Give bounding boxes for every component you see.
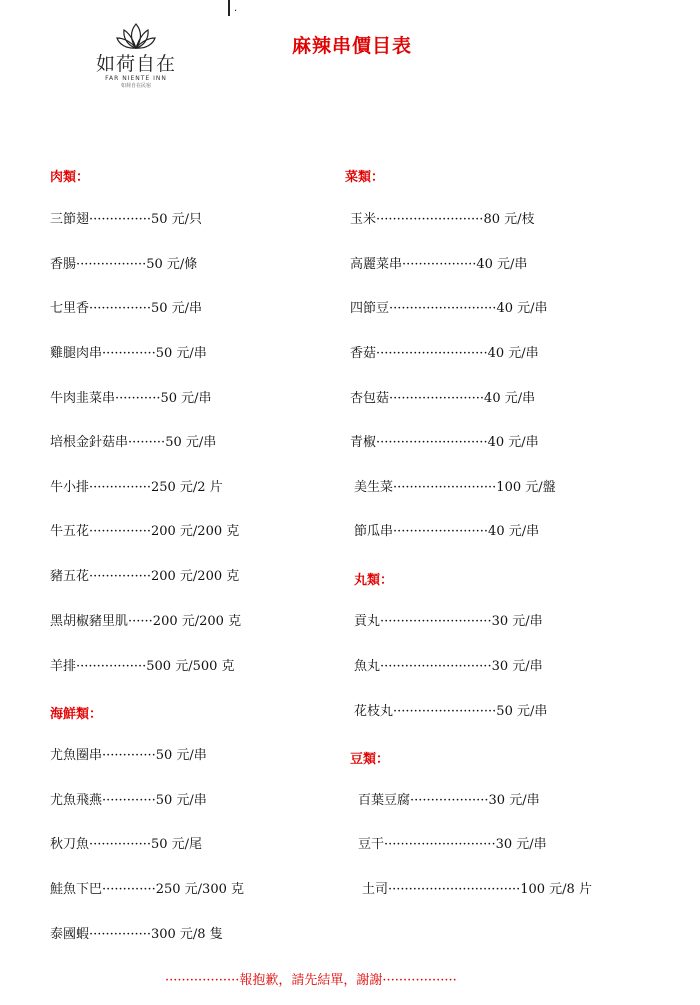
logo-name: 如荷自在 [95,53,176,75]
ball-heading: 丸類： [354,573,394,588]
meat-heading: 肉類： [50,170,90,185]
menu-item: 雞腿肉串·············50 元/串 [50,346,207,361]
menu-item: 節瓜串·······················40 元/串 [354,524,540,539]
menu-item: 羊排·················500 元/500 克 [50,659,235,674]
logo [86,22,186,90]
menu-item: 泰國蝦···············300 元/8 隻 [50,927,223,942]
menu-item: 豬五花···············200 元/200 克 [50,569,240,584]
menu-item: 高麗菜串··················40 元/串 [350,257,528,272]
menu-item: 黑胡椒豬里肌······200 元/200 克 [50,614,242,629]
menu-item: 七里香···············50 元/串 [50,301,203,316]
page-title: 麻辣串價目表 [292,35,413,57]
menu-item: 三節翅···············50 元/只 [50,212,203,227]
menu-item: 杏包菇·······················40 元/串 [350,391,536,406]
veg-heading: 菜類： [345,170,385,185]
menu-item: 鮭魚下巴·············250 元/300 克 [50,882,244,897]
text-cursor [228,0,230,16]
menu-item: 秋刀魚···············50 元/尾 [50,837,203,852]
menu-item: 尤魚圈串·············50 元/串 [50,748,207,763]
bean-heading: 豆類： [350,752,390,767]
menu-item: 美生菜·························100 元/盤 [354,480,556,495]
cursor-mark: · [234,6,238,17]
seafood-heading: 海鮮類： [50,707,103,722]
menu-item: 牛小排···············250 元/2 片 [50,480,223,495]
menu-item: 尤魚飛燕·············50 元/串 [50,793,207,808]
menu-item: 青椒···························40 元/串 [350,435,539,450]
menu-item: 香腸·················50 元/條 [50,257,198,272]
menu-item: 魚丸···························30 元/串 [354,659,543,674]
menu-item: 百葉豆腐···················30 元/串 [358,793,540,808]
logo-subtitle: FAR NIENTE INN [105,75,167,82]
menu-item: 香菇···························40 元/串 [350,346,539,361]
logo-tagline: 如荷自在民宿 [120,83,151,89]
menu-item: 花枝丸·························50 元/串 [354,704,548,719]
menu-item: 玉米··························80 元/枝 [350,212,535,227]
menu-item: 四節豆··························40 元/串 [350,301,548,316]
footer-note: ··················報抱歉，請先結單，謝謝·················· [165,973,457,988]
menu-item: 貢丸···························30 元/串 [354,614,543,629]
lotus-icon [116,22,156,52]
menu-item: 豆干···························30 元/串 [358,837,547,852]
menu-item: 土司································100 元/8 片 [362,882,592,897]
menu-item: 牛五花···············200 元/200 克 [50,524,240,539]
menu-item: 培根金針菇串·········50 元/串 [50,435,217,450]
menu-item: 牛肉韭菜串···········50 元/串 [50,391,212,406]
